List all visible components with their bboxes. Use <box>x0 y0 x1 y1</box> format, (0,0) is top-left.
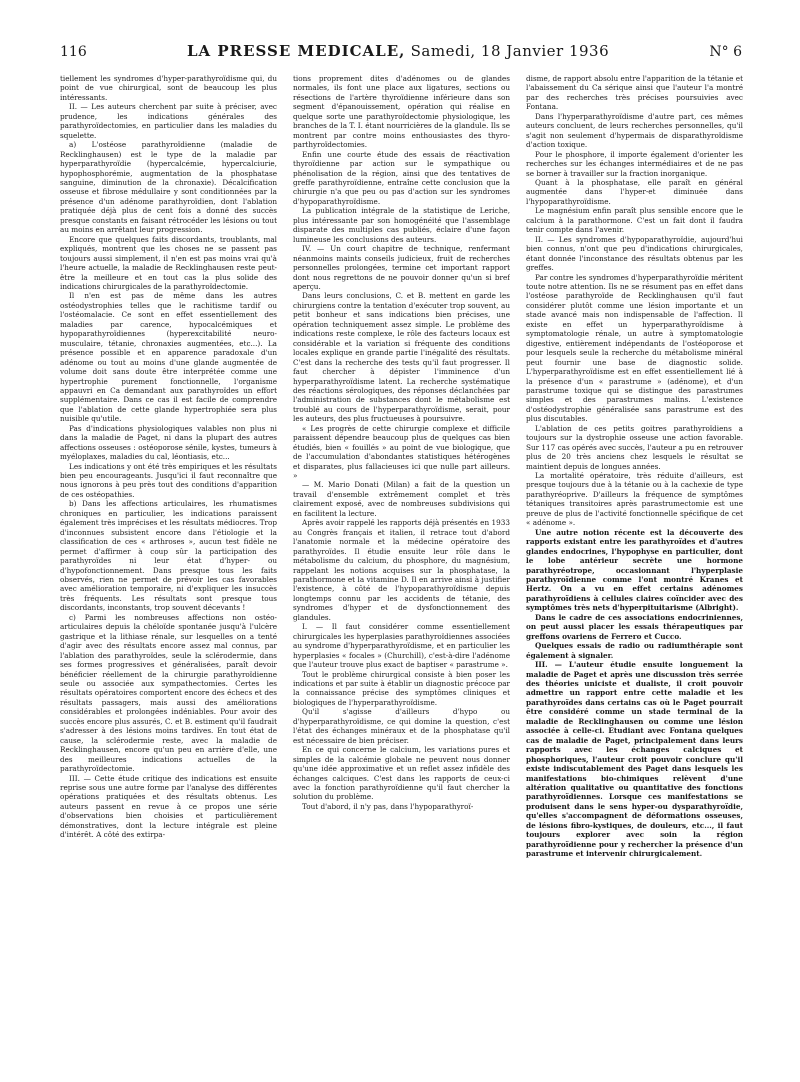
text-column-2 <box>293 74 510 1074</box>
paragraph: III. — Cette étude critique des indications est ensuite reprise sous une autre forme par l'analyse des différentes opérations pratiquées et des résultats obtenus. Les auteurs passent en revue à ce propos une série d'observations bien choisies et particulièrement démonstratives, dont la lecture intégrale est pleine d'intérêt. A côté des extirpa- <box>60 773 277 840</box>
paragraph: Qu'il s'agisse d'ailleurs d'hypo ou d'hyperparathyroïdisme, ce qui domine la question, c'est l'état des échanges minéraux et de la phosphatase qu'il est nécessaire de bien préciser. <box>293 707 510 745</box>
paragraph: La mortalité opératoire, très réduite d'ailleurs, est presque toujours due à la tétanie ou à la cachexie de type parathyréoprive. D'ailleurs la fréquence de symptômes tétaniques transitoires après parastrumectomie est une preuve de plus de l'activité fonctionnelle spécifique de cet « adénome ». <box>526 471 743 528</box>
paragraph: Encore que quelques faits discordants, troublants, mal expliqués, montrent que les choses ne se passent pas toujours aussi simplement, il n'en est pas moins vrai qu'à l'heure actuelle, la maladie de Recklinghausen reste peut-être la meilleure et en tout cas la plus solide des indications chirurgicales de la parathyroïdectomie. <box>60 234 277 291</box>
article-body <box>60 74 744 1074</box>
paragraph: II. — Les syndromes d'hypoparathyroïdie, aujourd'hui bien connus, n'ont que peu d'indications chirurgicales, étant donnée l'inconstance des résultats obtenus par les greffes. <box>526 234 743 273</box>
paragraph: Enfin une courte étude des essais de réactivation thyroïdienne par action sur le sympathique ou phénolisation de la région, ainsi que des tentatives de greffe parathyroïdienne, entraîne cette conclusion que la chirurgie n'a que peu ou pas d'action sur les syndromes d'hypoparathyroïdisme. <box>293 149 510 206</box>
paragraph: Le magnésium enfin paraît plus sensible encore que le calcium à la parathormone. C'est un fait dont il faudra tenir compte dans l'avenir. <box>526 206 743 235</box>
paragraph: La publication intégrale de la statistique de Leriche, plus intéressante par son homogénéité que l'assemblage disparate des multiples cas publiés, éclaire d'une façon lumineuse les conclusions des auteurs. <box>293 206 510 244</box>
paragraph: Pour le phosphore, il importe également d'orienter les recherches sur les échanges intermédiaires et de ne pas se borner à travailler sur la fraction inorganique. <box>526 149 743 178</box>
running-title <box>187 42 609 60</box>
paragraph: b) Dans les affections articulaires, les rhumatismes chroniques en particulier, les indications paraissent également très imprécises et les résultats médiocres. Trop d'inconnues subsistent encore dans l'étiologie et la classification de ces « arthroses », aucun test fidèle ne permet d'affirmer à coup sûr la participation des parathyroïdes ni leur état d'hyper- ou d'hypofonctionnement. Dans presque tous les faits observés, rien ne permet de prévoir les cas favorables avec amélioration temporaire, ni d'expliquer les insuccès très fréquents. Les résultats sont presque tous discordants, inconstants, trop souvent décevants ! <box>60 499 277 613</box>
paragraph: Dans leurs conclusions, C. et B. mettent en garde les chirurgiens contre la tentation d'exécuter trop souvent, au petit bonheur et sans indications bien précises, une opération techniquement assez simple. Le problème des indications reste complexe, le rôle des facteurs locaux est considérable et la variation si fréquente des conditions locales explique en grande partie l'inégalité des résultats. C'est dans la recherche des tests qu'il faut progresser. Il faut chercher à dépister l'imminence d'un hyperparathyroïdisme latent. La recherche systématique des réactions sérologiques, des réponses déclanchées par l'administration de substances dont le métabolisme est troublé au cours de l'hyperparathyroïdisme, serait, pour les auteurs, des plus fructueuses à poursuivre. <box>293 291 510 424</box>
paragraph: En ce qui concerne le calcium, les variations pures et simples de la calcémie globale ne peuvent nous donner qu'une idée approximative et un reflet assez infidèle des échanges calciques. C'est dans les rapports de ceux-ci avec la fonction parathyroïdienne qu'il faut chercher la solution du problème. <box>293 745 510 802</box>
paragraph: I. — Il faut considérer comme essentiellement chirurgicales les hyperplasies parathyroïdiennes associées au syndrome d'hyperparathyroïdisme, et en particulier les hyperplasies « focales » (Churchill), c'est-à-dire l'adénome que l'auteur trouve plus exact de baptiser « parastrume ». <box>293 622 510 670</box>
paragraph: II. — Les auteurs cherchent par suite à préciser, avec prudence, les indications générales des parathyroïdectomies, en particulier dans les maladies du squelette. <box>60 102 277 140</box>
paragraph: tiellement les syndromes d'hyper-parathyroïdisme qui, du point de vue chirurgical, sont de beaucoup les plus intéressants. <box>60 74 277 102</box>
paragraph: disme, de rapport absolu entre l'apparition de la tétanie et l'abaissement du Ca sérique ainsi que l'auteur l'a montré par des recherches très précises poursuivies avec Fontana. <box>526 74 743 112</box>
paragraph: c) Parmi les nombreuses affections non ostéo-articulaires depuis la chéloïde spontanée jusqu'à l'ulcère gastrique et la lithiase rénale, sur lesquelles on a tenté d'agir avec des résultats encore assez mal connus, par l'ablation des parathyroïdes, seule la sclérodermie, dans ses formes progressives et généralisées, paraît devoir bénéficier réellement de la chirurgie parathyroïdienne seule ou associée aux sympathectomies. Certes les résultats opératoires comportent encore des échecs et des résultats passagers, mais aussi des améliorations considérables et prolongées indéniables. Pour avoir des succès encore plus assurés, C. et B. estiment qu'il faudrait s'adresser à des lésions moins tardives. En tout état de cause, la sclérodermie reste, avec la maladie de Recklinghausen, encore qu'un peu en arrière d'elle, une des meilleures indications actuelles de la parathyroïdectomie. <box>60 612 277 774</box>
paragraph: Tout d'abord, il n'y pas, dans l'hypoparathyroï- <box>302 801 474 811</box>
paragraph: Il n'en est pas de même dans les autres ostéodystrophies telles que le rachitisme tardif ou l'ostéomalacie. Ce sont en effet essentiellement des maladies par carence, hypocalcémiques et hypoparathyroïdiennes (hyperexcitabilité neuro-musculaire, tétanie, chronaxies augmentées, etc...). La présence possible et en apparence paradoxale d'un adénome ou tout au moins d'une glande augmentée de volume doit sans doute être interprétée comme une hypertrophie purement fonctionnelle, l'organisme appauvri en Ca demandant aux parathyroïdes un effort supplémentaire. Dans ce cas il est facile de comprendre que l'ablation de cette glande hypertrophiée sera plus nuisible qu'utile. <box>60 291 277 424</box>
paragraph: Les indications y ont été très empiriques et les résultats bien peu encourageants. Jusqu'ici il faut reconnaître que nous ignorons à peu près tout des conditions d'apparition de ces ostéopathies. <box>60 461 277 499</box>
paragraph: Une autre notion récente est la découverte des rapports existant entre les parathyroïdes et d'autres glandes endocrines, l'hypophyse en particulier, dont le lobe antérieur secrète une hormone parathyréotrope, occasionnant l'hyperplasie parathyroïdienne comme l'ont montré Kranes et Hertz. On a vu en effet certains adénomes parathyroïdiens à cellules claires coïncider avec des symptômes très nets d'hyperpituitarisme (Albright). <box>526 527 743 613</box>
text-column-1 <box>60 74 277 1074</box>
page-header <box>60 42 742 64</box>
paragraph: Quelques essais de radio ou radiumthérapie sont également à signaler. <box>526 641 743 660</box>
text-column-3 <box>526 74 743 1074</box>
issue-number: N° 6 <box>709 44 742 60</box>
paragraph: L'ablation de ces petits goitres parathyroïdiens a toujours sur la dystrophie osseuse une action favorable. Sur 117 cas opérés avec succès, l'auteur a pu en retrouver plus de 20 très anciens chez lesquels le résultat se maintient depuis de longues années. <box>526 423 743 471</box>
paragraph: — M. Mario Donati (Milan) a fait de la question un travail d'ensemble extrêmement complet et très clairement exposé, avec de nombreuses subdivisions qui en facilitent la lecture. <box>293 480 510 518</box>
page-number: 116 <box>60 44 87 60</box>
paragraph: a) L'ostéose parathyroïdienne (maladie de Recklinghausen) est le type de la maladie par hyperparathyroïdie (hypercalcémie, hypercalciurie, hypophosphorémie, augmentation de la phosphatase sanguine, diminution de la chronaxie). Décalcification osseuse et fibrose médullaire y sont conditionnées par la présence d'un adénome parathyroïdien, dont l'ablation pratiquée déjà plus de cent fois a donné des succès presque constants en faisant rétrocéder les lésions ou tout au moins en arrêtant leur progression. <box>60 140 277 235</box>
paragraph: Quant à la phosphatase, elle paraît en général augmentée dans l'hyper-et diminuée dans l'hypoparathyroïdisme. <box>526 177 743 206</box>
paragraph: Pas d'indications physiologiques valables non plus ni dans la maladie de Paget, ni dans la plupart des autres affections osseuses : ostéoporose sénile, kystes, tumeurs à myéloplaxes, maladies du cal, léontiasis, etc... <box>60 423 277 462</box>
paragraph: Tout le problème chirurgical consiste à bien poser les indications et par suite à établir un diagnostic précoce par la connaissance précise des symptômes cliniques et biologiques de l'hyperparathyroïdisme. <box>293 669 510 707</box>
journal-name: LA PRESSE MEDICALE, <box>186 42 406 60</box>
paragraph: Dans le cadre de ces associations endocriniennes, on peut aussi placer les essais thérapeutiques par greffons ovariens de Ferrero et Cucco. <box>526 612 743 641</box>
paragraph: IV. — Un court chapitre de technique, renfermant néanmoins maints conseils judicieux, fruit de recherches personnelles prolongées, termine cet important rapport dont nous regrettons de ne pouvoir donner qu'un si bref aperçu. <box>293 244 510 291</box>
paragraph: Après avoir rappelé les rapports déjà présentés en 1933 au Congrès français et italien, il retrace tout d'abord l'anatomie normale et la médecine opératoire des parathyroïdes. Il étudie ensuite leur rôle dans le métabolisme du calcium, du phosphore, du magnésium, rappelant les notions acquises sur la phosphatase, la parathormone et la vitamine D. Il en arrive ainsi à justifier l'existence, à côté de l'hypoparathyroïdisme depuis longtemps connu par les accidents de tétanie, des syndromes d'hyper et de dysfonctionnement des glandules. <box>293 518 510 622</box>
paragraph: tions proprement dites d'adénomes ou de glandes normales, ils font une place aux ligatures, sections ou résections de l'artère thyroïdienne inférieure dans son segment d'épanouissement, opération qui réalise en quelque sorte une parathyroïdectomie physiologique, les branches de la T. I. étant nourricières de la glandule. Ils se montrent par contre moins enthousiastes des thyro-parthyroïdectomies. <box>293 74 510 150</box>
paragraph: Par contre les syndromes d'hyperparathyroïdie méritent toute notre attention. Ils ne se résument pas en effet dans l'ostéose parathyroïde de Recklinghausen qu'il faut considérer plutôt comme une lésion importante et un stade avancé mais non indispensable de l'affection. Il existe en effet un hyperparathyroïdisme à symptomatologie rénale, un autre à symptomatologie digestive, entièrement indépendants de l'ostéoporose et pour lesquels seule la recherche du métabolisme minéral peut fournir une base de diagnostic solide. L'hyperparathyroïdisme est en effet essentiellement lié à la présence d'un « parastrume » (adénome), et d'un parastrume toxique qui se distingue des parastrumes simples et des parastrumes malins. L'existence d'ostéodystrophie généralisée sans parastrume est des plus discutables. <box>526 272 743 424</box>
issue-date: Samedi, 18 Janvier 1936 <box>410 42 610 60</box>
paragraph: « Les progrès de cette chirurgie complexe et difficile paraissent dépendre beaucoup plus de quelques cas bien étudiés, bien « fouillés » au point de vue biologique, que de l'accumulation d'abondantes statistiques hétérogènes et disparates, plus fallacieuses ici que nulle part ailleurs. » <box>293 423 510 481</box>
paragraph: III. — L'auteur étudie ensuite longuement la maladie de Paget et après une discussion très serrée des théories unicistе et dualiste, il croit pouvoir admettre un rapport entre cette maladie et les parathyroïdes dans certains cas où le Paget pourrait être considéré comme un stade terminal de la maladie de Recklinghausen ou comme une lésion associée à celle-ci. Etudiant avec Fontana quelques cas de maladie de Paget, principalement dans leurs rapports avec les échanges calciques et phosphoriques, l'auteur croit pouvoir conclure qu'il existe indiscutablement des Paget dans lesquels les manifestations bio-chimiques relèvent d'une altération qualitative ou quantitative des fonctions parathyroïdiennes. Lorsque ces manifestations se produisent dans le sens hyper-ou dysparathyroïdie, qu'elles s'accompagnent de déformations osseuses, de lésions fibro-kystiques, de douleurs, etc..., il faut toujours explorer avec soin la région parathyroïdienne pour y rechercher la présence d'un parastrume et intervenir chirurgicalement. <box>526 660 743 859</box>
paragraph: Dans l'hyperparathyroïdisme d'autre part, ces mêmes auteurs concluent, de leurs recherches personnelles, qu'il s'agit non seulement d'hypermais de disparathyroïdisme d'action toxique. <box>526 111 743 150</box>
